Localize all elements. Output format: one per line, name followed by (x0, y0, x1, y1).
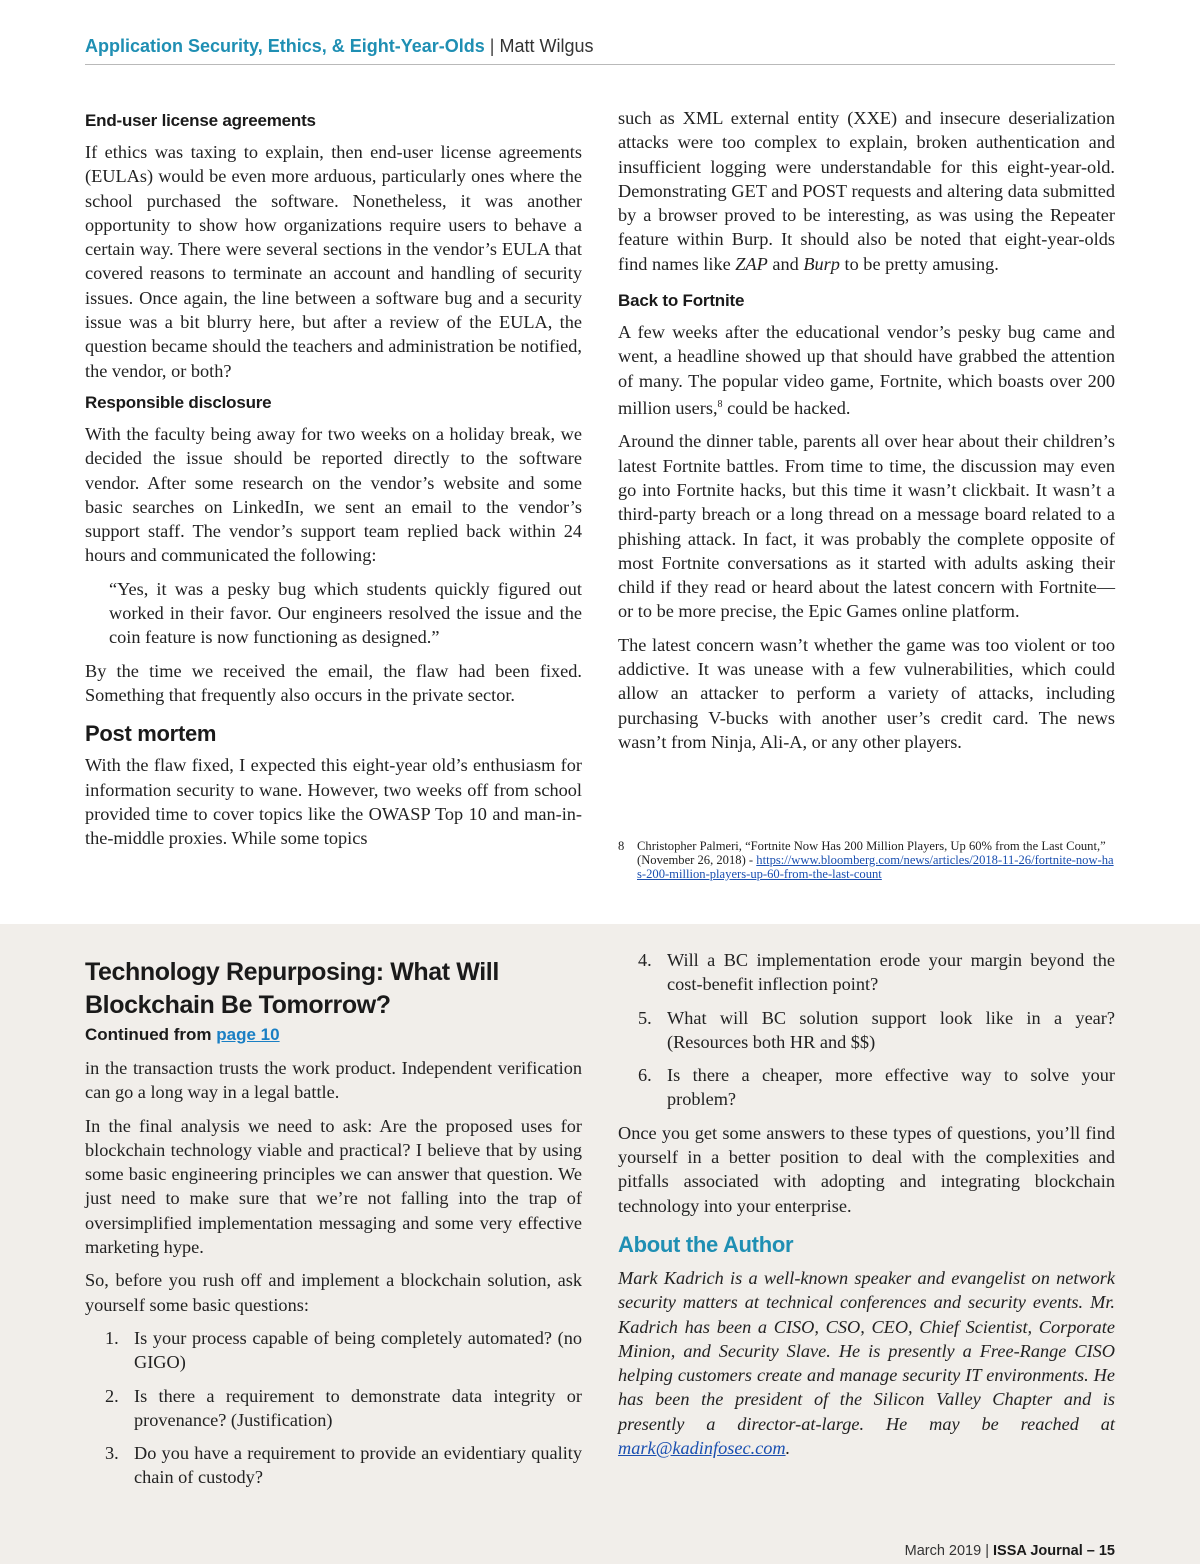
continued-label: Continued from (85, 1025, 212, 1044)
fortnite-paragraph-1: A few weeks after the educational vendor’s pesky bug came and went, a headline showed up that should have grabbed the attention of many. The popular video game, Fortnite, which boasts over 200 million users,$^8$ could be hacked. (618, 322, 1115, 419)
disclosure-heading: Responsible disclosure (85, 392, 272, 412)
owasp-paragraph: such as XML external entity (XXE) and insecure deserialization attacks were too complex to explain, broken authentication and insufficient logging were understandable for this eight-year-old. Demonstrating GET and POST requests and altering data submitted by a browser proved to be interesting, as was using the Repeater feature within Burp. It should also be noted that eight-year-olds find names like ZAP and Burp to be pretty amusing. (618, 108, 1115, 274)
footnote-8 (618, 839, 1115, 881)
fortnite-heading: Back to Fortnite (618, 291, 745, 311)
footer-separator: | (985, 1543, 989, 1559)
postmortem-heading: Post mortem (85, 721, 217, 747)
questions-list-part-1 (85, 1326, 582, 1490)
header-separator: | (489, 36, 495, 56)
disclosure-paragraph-2: By the time we received the email, the flaw had been fixed. Something that frequently also occurs in the private sector. (85, 660, 582, 705)
list-item: 3. Do you have a requirement to provide an evidentiary quality chain of custody? (105, 1443, 582, 1488)
sidebar-right-column (618, 948, 1115, 1469)
sidebar-paragraph-1: in the transaction trusts the work product. Independent verification can go a long way in a legal battle. (85, 1058, 582, 1103)
continued-from (85, 1024, 582, 1046)
fortnite-paragraph-2: Around the dinner table, parents all over hear about their children’s latest Fortnite battles. From time to time, the discussion may even go into Fortnite hacks, but this time it wasn’t clickbait. It wasn’t a third-party breach or a long thread on a message board related to a phishing attack. In fact, it was probably the complete opposite of most Fortnite conversations as it started with adults asking their child if they read or heard about the latest concern with Fortnite—or to be more precise, the Epic Games online platform. (618, 431, 1115, 622)
vendor-quote: “Yes, it was a pesky bug which students quickly figured out worked in their favor. Our engineers resolved the issue and the coin feature is now functioning as designed.” (109, 578, 582, 648)
about-author-text: Mark Kadrich is a well-known speaker and evangelist on network security matters at technical conferences and security events. Mr. Kadrich has been a CISO, CSO, CEO, Chief Scientist, Corporate Minion, and Security Slave. He is presently a Free-Range CISO helping customers create and manage security IT environments. He has been the president of the Silicon Valley Chapter and is presently a director-at-large. He may be reached at mark@kadinfosec.com. (618, 1267, 1115, 1459)
eula-heading: End-user license agreements (85, 111, 316, 130)
sidebar-paragraph-2: In the final analysis we need to ask: Are the proposed uses for blockchain technology viable and practical? I believe that by using some basic engineering principles we can answer that question. We just need to make sure that we’re not falling into the trap of oversimplified implementation messaging and some very effective marketing hype. (85, 1115, 582, 1258)
footer-date: March 2019 (904, 1543, 982, 1559)
footnote-number: 8 (618, 839, 625, 853)
list-item: 1. Is your process capable of being completely automated? (no GIGO) (105, 1327, 582, 1373)
sidebar-paragraph-4: Once you get some answers to these types of questions, you’ll find yourself in a better position to deal with the complexities and pitfalls associated with adopting and integrating blockchain technology into your enterprise. (618, 1122, 1115, 1216)
burp-term: Burp (803, 253, 840, 274)
header-author: Matt Wilgus (499, 36, 594, 56)
page-footer (905, 1543, 1115, 1559)
list-item: 6. Is there a cheaper, more effective way to solve your problem? (638, 1065, 1115, 1110)
fortnite-paragraph-3: The latest concern wasn’t whether the game was too violent or too addictive. It was unease with a few vulnerabilities, which could allow an attacker to perform a variety of attacks, including purchasing V-bucks with another user’s credit card. The news wasn’t from Ninja, Ali-A, or any other players. (618, 634, 1115, 752)
footnote-marker: 8 (717, 398, 723, 410)
header-article-title: Application Security, Ethics, & Eight-Year-Olds (85, 36, 485, 56)
eula-paragraph: If ethics was taxing to explain, then end-user license agreements (EULAs) would be even more arduous, particularly ones where the school purchased the software. Nonetheless, it was another opportunity to show how organizations require users to behave a certain way. There were several sections in the vendor’s EULA that covered reasons to terminate an account and handling of security issues. Once again, the line between a software bug and a security issue was a bit blurry here, but after a review of the EULA, the question became should the teachers and administration be notified, the vendor, or both? (85, 142, 582, 381)
article-right-column (618, 106, 1115, 763)
continued-page-link[interactable]: page 10 (216, 1025, 280, 1044)
article-left-column (85, 110, 582, 859)
footnote-text: Christopher Palmeri, “Fortnite Now Has 200 Million Players, Up 60% from the Last Count,” (November 26, 2018) - (637, 839, 1106, 867)
footnote-link[interactable]: https://www.bloomberg.com/news/articles/2018-11-26/fortnite-now-has-200-million-players-up-60-from-the-last-count (637, 853, 1114, 881)
author-email-link[interactable]: mark@kadinfosec.com (618, 1438, 786, 1459)
sidebar-left-column (85, 956, 582, 1499)
about-author-heading: About the Author (618, 1231, 794, 1257)
postmortem-paragraph: With the flaw fixed, I expected this eight-year old’s enthusiasm for information security to wane. However, two weeks off from school provided time to cover topics like the OWASP Top 10 and man-in-the-middle proxies. While some topics (85, 755, 582, 849)
sidebar-title: Technology Repurposing: What Will Blockchain Be Tomorrow? (85, 958, 499, 1019)
footer-journal-page: ISSA Journal – 15 (993, 1543, 1115, 1559)
list-item: 4. Will a BC implementation erode your margin beyond the cost-benefit inflection point? (638, 950, 1115, 995)
sidebar-paragraph-3: So, before you rush off and implement a blockchain solution, ask yourself some basic questions: (85, 1270, 582, 1315)
disclosure-paragraph: With the faculty being away for two weeks on a holiday break, we decided the issue should be reported directly to the software vendor. After some research on the vendor’s website and some basic searches on LinkedIn, we sent an email to the vendor’s support staff. The vendor’s support team replied back within 24 hours and communicated the following: (85, 423, 582, 566)
running-header (85, 34, 1115, 65)
questions-list-part-2 (618, 948, 1115, 1112)
list-item: 2. Is there a requirement to demonstrate data integrity or provenance? (Justification) (105, 1385, 582, 1430)
zap-term: ZAP (735, 253, 768, 274)
list-item: 5. What will BC solution support look like in a year? (Resources both HR and $$) (638, 1007, 1115, 1052)
